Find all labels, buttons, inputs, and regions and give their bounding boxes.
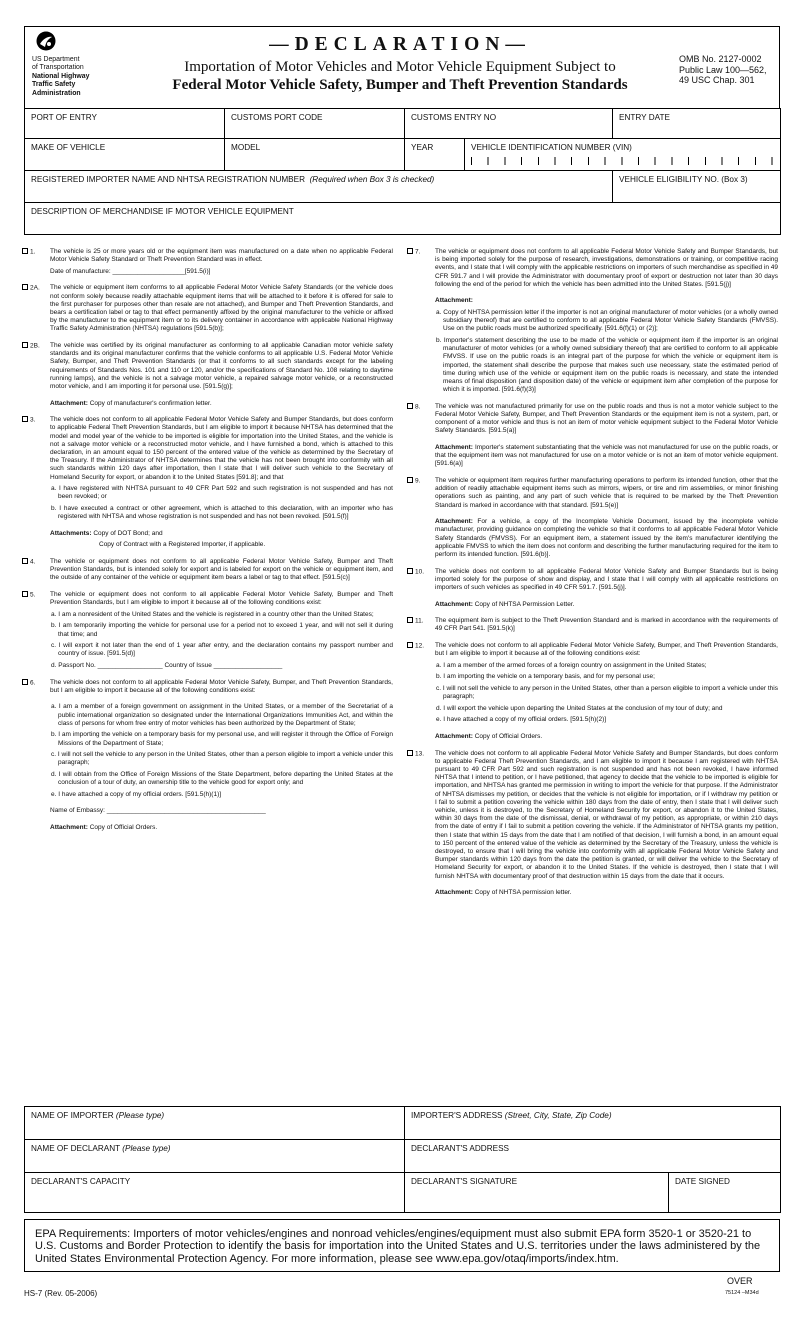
box-text: The vehicle does not conform to all applicable Federal Motor Vehicle Safety and Bumper Standards, but does conform to applicable Federal Theft Prevention Standards, and I am eligible to import it because I am registered with NHTSA pursuant to 49 CFR Part 592 and such registration is not suspended and has not been revoked, I have informed NHTSA that I intend to petition, or I have petitioned, that agency to decide that the vehicle to be imported is eligible for importation, and NHTSA has granted me permission in writing to import the vehicle for that purpose. If the Administrator of NHTSA dismisses my petition, or decides that the vehicle is not eligible for importation, or if I withdraw my petition or I fail to submit a petition covering the vehicle within 180 days from the date of entry, then I state that I will deliver such vehicle, unless it is destroyed, to the Secretary of Homeland Security for export, or abandon it to the United States, within 30 days from the date of the dismissal, denial, or withdrawal of my petition, as appropriate, or within 210 days from the date of entry if I fail to submit a petition covering the vehicle. If the Administrator of NHTSA grants my petition, then I state that within 15 days from the date that I am notified of that decision, I will furnish a bond, in an amount equal to 150 percent of the entered value of the vehicle as determined by the Secretary of the Treasury, unless the vehicle is destroyed, to ensure that I will bring the vehicle into conformity with all applicable Federal Motor Vehicle Safety and Bumper standards within 120 days from the date the petition is granted, or will deliver the vehicle to the Secretary of Homeland Security for export, or abandon it to the United States. If the vehicle is destroyed, then I state that I will furnish NHTSA with documentary proof of that destruction within 15 days from the date that it occurs. (435, 749, 778, 880)
form-code: 75124 –M34d (725, 1290, 759, 1296)
box-text: The vehicle or equipment item conforms to all applicable Federal Motor Vehicle Safety Standards (or the vehicle does not conform solely because readily attachable equipment items that will be attached to it before it is offered for sale to the first purchaser for purposes other than resale are not attached), and Bumper and Theft Prevention Standards, and bears a certification label or tag to that effect permanently affixed by the original manufacturer to the vehicle or affixed by the manufacturer to the equipment item or to its delivery container in accordance with applicable National Highway Traffic Safety Administration (NHTSA) regulations [591.5(b)]; (50, 284, 393, 333)
box-number: 3. (30, 416, 36, 424)
vin-character-boxes (471, 157, 774, 165)
box-6-checkbox[interactable] (22, 679, 28, 685)
field-note: (Please type) (122, 1144, 171, 1153)
vin-field[interactable] (465, 139, 781, 171)
box-7-attachment-b: b. Importer's statement describing the use to be made of the vehicle or equipment item if the importer is an original manufacturer of motor vehicles (or a wholly owned subsidiary thereof) that are certified to conform to all applicable FMVSS. If use on the public roads is an integral part of the purpose for which the vehicle or equipment item is imported, the statement shall describe the purpose that makes such use necessary, state the estimated period of time during which use of the vehicle or equipment item on the public roads is necessary, and state the intended means of final disposition (and disposition date) of the vehicle or equipment item after completion of the purpose for which it is imported. [591.6(f)(3)] (436, 337, 778, 394)
box-7-attachment-a: a. Copy of NHTSA permission letter if the importer is not an original manufacturer of motor vehicles (or a wholly owned subsidiary thereof) that are certified to conform to all applicable Federal Motor Vehicle Safety Standards (FMVSS). Use on the public roads must be authorized specifically. [591.6(f)(1) or (2)]; (436, 309, 778, 333)
field-label: VEHICLE ELIGIBILITY NO. (Box 3) (619, 175, 748, 184)
box-8 (407, 403, 778, 436)
box-number: 8. (415, 403, 421, 411)
merchandise-description-field[interactable] (25, 203, 781, 235)
attachment-label: Attachment: (435, 732, 473, 740)
box-8-checkbox[interactable] (407, 403, 413, 409)
box-4-checkbox[interactable] (22, 558, 28, 564)
attachment-text: For a vehicle, a copy of the Incomplete Vehicle Document, issued by the incomplete vehicle manufacturer, providing guidance on completing the vehicle so that it conforms to all applicable Federal Motor Vehicle Safety Standards (FMVSS). For an equipment item, a statement issued by the item's manufacturer identifying the applicable FMVSS to which the item does not conform and describing the further manufacturing required for the item to perform its intended function. [591.6(b)]. (435, 518, 779, 559)
attachment-label: Attachments: (50, 529, 92, 537)
box-text: The vehicle does not conform to all applicable Federal Motor Vehicle Safety, Bumper, and Theft Prevention Standards, but I am eligible to import it because all of the following conditions exist: (50, 678, 393, 694)
attachment-text: Copy of Contract with a Registered Importer, if applicable. (99, 541, 266, 549)
left-column (22, 248, 393, 836)
attachment-label: Attachment: (435, 889, 473, 897)
box-3-checkbox[interactable] (22, 416, 28, 422)
box-6-condition-e: e. I have attached a copy of my official orders. [591.5(h)(1)] (51, 790, 222, 798)
box-text: The vehicle or equipment does not conform to all applicable Federal Motor Vehicle Safety, Bumper and Theft Prevention Standards, but I am eligible to import it because all of the following conditions exist: (50, 591, 393, 607)
box-10 (407, 568, 778, 593)
field-note: (Street, City, State, Zip Code) (504, 1111, 612, 1120)
field-label: DESCRIPTION OF MERCHANDISE IF MOTOR VEHICLE EQUIPMENT (31, 207, 294, 216)
attachment-label: Attachment: (435, 518, 473, 526)
box-text: The vehicle or equipment does not conform to all applicable Federal Motor Vehicle Safety and Bumper Standards, but is being imported solely for the purpose of research, investigations, demonstrations or training, or competitive racing events, and I state that I will comply with the applicable restrictions on importers of such merchandise as specified in 49 CFR 591.7 and I will provide the Administrator with documentary proof of export or destruction not later than 30 days following the end of the period for which the vehicle has been admitted into the United States. [591.5(j)] (435, 248, 778, 288)
box-4 (22, 558, 393, 583)
attachment-text: Copy of DOT Bond; and (93, 529, 163, 537)
box-2b (22, 342, 393, 391)
form-title: —DECLARATION— (269, 34, 531, 55)
box-number: 2A. (30, 284, 40, 292)
attachment-label: Attachment: (435, 600, 473, 608)
box-12 (407, 642, 778, 658)
usc-chapter: 49 USC Chap. 301 (679, 75, 755, 85)
box-number: 10. (415, 568, 425, 576)
agency-line: Traffic Safety (32, 81, 76, 89)
field-label: MAKE OF VEHICLE (31, 143, 106, 152)
box-number: 13. (415, 750, 425, 758)
box-13-checkbox[interactable] (407, 750, 413, 756)
box-7 (407, 248, 778, 289)
box-12-condition-e: e. I have attached a copy of my official orders. [591.5(h)(2)] (436, 716, 607, 724)
right-column (407, 248, 778, 901)
box-text: The vehicle does not conform to all applicable Federal Motor Vehicle Safety and Bumper Standards but is being imported solely for the purpose of show and display, and I state that I will comply with all applicable restrictions on importers of such vehicles as specified in 49 CFR 591.7. [591.5(j)]. (435, 567, 778, 592)
box-text: The vehicle is 25 or more years old or the equipment item was manufactured on a date when no applicable Federal Motor Vehicle Safety Standard or Theft Prevention Standard was in effect. (50, 248, 393, 264)
box-5-condition-a: a. I am a nonresident of the United States and the vehicle is registered in a country other than the United States; (51, 610, 374, 618)
box-6 (22, 679, 393, 695)
field-label: VEHICLE IDENTIFICATION NUMBER (VIN) (471, 143, 632, 152)
field-label: MODEL (231, 143, 261, 152)
field-label: DATE SIGNED (675, 1177, 730, 1186)
field-label: DECLARANT'S CAPACITY (31, 1177, 131, 1186)
box-number: 4. (30, 558, 36, 566)
box-3-condition-a: a. I have registered with NHTSA pursuant to 49 CFR Part 592 and such registration is not suspended and has not been revoked; or (51, 485, 393, 501)
box-number: 12. (415, 642, 425, 650)
public-law: Public Law 100—562, (679, 64, 767, 75)
agency-line: Administration (32, 89, 81, 97)
form-identifier: HS-7 (Rev. 05-2006) (24, 1289, 98, 1298)
box-9 (407, 477, 778, 510)
box-11 (407, 617, 778, 633)
agency-line: of Transportation (32, 64, 84, 72)
importer-name-field[interactable] (25, 1107, 405, 1140)
box-6-condition-b: b. I am importing the vehicle on a temporary basis for my personal use, and will register it through the Office of Foreign Missions of the Department of State; (51, 731, 393, 747)
field-label: PORT OF ENTRY (31, 113, 97, 122)
attachment-label: Attachment: (435, 297, 473, 305)
field-label: REGISTERED IMPORTER NAME AND NHTSA REGISTRATION NUMBER (31, 175, 306, 184)
attachment-label: Attachment: (435, 444, 473, 452)
omb-number: OMB No. 2127-0002 (679, 54, 762, 64)
box-12-condition-d: d. I will export the vehicle upon departing the United States at the conclusion of my tour of duty; and (436, 704, 723, 712)
date-signed-field[interactable] (669, 1173, 781, 1213)
model-field[interactable] (225, 139, 405, 171)
box-number: 7. (415, 248, 421, 256)
attachment-text: Copy of Official Orders. (89, 823, 158, 831)
box-text: The vehicle does not conform to all applicable Federal Motor Vehicle Safety and Bumper Standards, but does conform to applicable Federal Theft Prevention Standards, but I am eligible to import it because NHTSA has determined that the model and model year of the vehicle to be imported is eligible for importation into the United States, and the vehicle is not a salvage motor vehicle or a reconstructed motor vehicle, and I have furnished a bond, which is attached to this declaration, in an amount equal to 150 percent of the entered value of the vehicle as determined by the Secretary of the Treasury. If the Administrator of NHTSA determines that the vehicle has not been brought into conformity with all such standards within 120 days after importation, then I state that I will deliver such vehicle to the Secretary of Homeland Security for export, or abandon it to the United States [591.8]; and that (50, 416, 393, 481)
over-label: OVER (727, 1276, 753, 1286)
box-12-checkbox[interactable] (407, 642, 413, 648)
box-number: 6. (30, 679, 36, 687)
attachment-text: Copy of manufacturer's confirmation letter. (89, 399, 212, 407)
box-3-condition-b: b. I have executed a contract or other agreement, which is attached to this declaration, with an importer who has registered with NHTSA and whose registration is not suspended and has not been revoked. [591.5(f)] (51, 505, 393, 521)
box-6-condition-d: d. I will obtain from the Office of Foreign Missions of the State Department, before departing the United States at the conclusion of a tour of duty, an ownership title to the vehicle good for export only; and (51, 770, 393, 787)
registered-importer-field[interactable] (25, 171, 613, 203)
box-text: The vehicle was certified by its original manufacturer as conforming to all applicable Canadian motor vehicle safety standards and its original manufacturer confirms that the vehicle conforms to all applicable U.S. Federal Motor Vehicle Safety, Bumper, and Theft Prevention Standards (or that it conforms to all such standards except for the labeling requirements of Standards Nos. 101 and 110 or 120, and/or the specifications of Standard No. 108 relating to daytime running lamps), and the vehicle is not a salvage motor vehicle, a repaired salvage motor vehicle, or a reconstructed motor vehicle, and I am importing it for personal use. [591.5(g)]; (50, 342, 393, 391)
make-field[interactable] (25, 139, 225, 171)
field-label: DECLARANT'S SIGNATURE (411, 1177, 518, 1186)
form-subtitle-bold: Federal Motor Vehicle Safety, Bumper and Theft Prevention Standards (172, 77, 628, 93)
embassy-name-field[interactable]: Name of Embassy: ____________________________________________ (50, 807, 266, 815)
box-5-checkbox[interactable] (22, 591, 28, 597)
field-label: CUSTOMS PORT CODE (231, 113, 323, 122)
field-label: IMPORTER'S ADDRESS (411, 1111, 503, 1120)
box-3 (22, 416, 393, 482)
declarant-name-field[interactable] (25, 1140, 405, 1173)
box-1 (22, 248, 393, 264)
year-field[interactable] (405, 139, 465, 171)
entry-fields-table (24, 108, 781, 235)
box-12-condition-b: b. I am importing the vehicle on a temporary basis, and for my personal use; (436, 673, 655, 681)
customs-entry-no-field[interactable] (405, 109, 613, 139)
box-1-checkbox[interactable] (22, 248, 28, 254)
box-6-condition-a: a. I am a member of a foreign government on assignment in the United States, or a member of the Secretariat of a public international organization so designated under the International Organizations Immunities Act, and within the class of persons for whom free entry of motor vehicles has been authorized by the Department of State; (51, 703, 393, 727)
box-text: The vehicle was not manufactured primarily for use on the public roads and thus is not a motor vehicle subject to the Federal Motor Vehicle Safety, Bumper, and Theft Prevention Standards or the equipment item is not a system, part, or component of a motor vehicle and thus is not an item of motor vehicle equipment subject to the Federal Motor Vehicle Safety Standards. [591.5(a)] (435, 402, 778, 435)
eligibility-no-field[interactable] (613, 171, 781, 203)
declarant-address-field[interactable] (405, 1140, 781, 1173)
omb-info (679, 54, 767, 86)
box-5-condition-b: b. I am temporarily importing the vehicle for personal use for a period not to exceed 1 year, and will not sell it during that time; and (51, 622, 393, 638)
entry-date-field[interactable] (613, 109, 781, 139)
box-2a (22, 284, 393, 333)
date-of-manufacture[interactable]: Date of manufacture: ____________________[591.5(i)] (50, 267, 211, 275)
field-label: NAME OF IMPORTER (31, 1111, 114, 1120)
box-12-condition-c: c. I will not sell the vehicle to any person in the United States, other than a person eligible to import a vehicle under this paragraph; (436, 685, 778, 701)
agency-line: National Highway (32, 72, 90, 80)
attachment-text: Copy of Official Orders. (474, 732, 543, 740)
box-11-checkbox[interactable] (407, 617, 413, 623)
attachment-text: Copy of NHTSA permission letter. (474, 889, 572, 897)
box-text: The equipment item is subject to the Theft Prevention Standard and is marked in accordance with the requirements of 49 CFR Part 541. [591.5(k)] (435, 617, 778, 633)
passport-fields[interactable]: d. Passport No. __________________ Country of Issue ___________________ (51, 661, 283, 669)
box-12-condition-a: a. I am a member of the armed forces of a foreign country on assignment in the United States; (436, 661, 707, 669)
box-text: The vehicle or equipment item requires further manufacturing operations to perform its intended function, other that the addition of readily attachable equipment items such as mirrors, wipers, or tire and rim assemblies, or minor finishing operations such as painting, and any part of such vehicle that is required to be marked by the Theft Prevention Standard is marked in accordance with that standard. [591.5(e)] (435, 477, 778, 509)
field-label: YEAR (411, 143, 434, 152)
box-9-checkbox[interactable] (407, 477, 413, 483)
box-5-condition-c: c. I will export it not later than the end of 1 year after entry, and the declaration contains my passport number and country of issue. [591.5(d)] (51, 642, 393, 658)
attachment-text: Copy of NHTSA Permission Letter. (474, 600, 575, 608)
field-label: NAME OF DECLARANT (31, 1144, 121, 1153)
box-2b-checkbox[interactable] (22, 342, 28, 348)
field-note: (Required when Box 3 is checked) (309, 175, 435, 184)
form-subtitle: Importation of Motor Vehicles and Motor Vehicle Equipment Subject to (184, 59, 616, 75)
port-of-entry-field[interactable] (25, 109, 225, 139)
box-5 (22, 591, 393, 607)
declarant-fields-table (24, 1106, 781, 1213)
agency-line: US Department (32, 56, 80, 63)
box-number: 1. (30, 248, 36, 256)
field-label: DECLARANT'S ADDRESS (411, 1144, 510, 1153)
declarant-capacity-field[interactable] (25, 1173, 405, 1213)
attachment-text: Importer's statement substantiating that the vehicle was not manufactured for use on the public roads, or that the equipment item was not manufactured for use on a motor vehicle or is not an item of motor vehicle equipment. [591.6(a)] (435, 444, 778, 468)
box-number: 11. (415, 617, 424, 625)
box-number: 5. (30, 591, 36, 599)
field-label: ENTRY DATE (619, 113, 670, 122)
field-label: CUSTOMS ENTRY NO (411, 113, 497, 122)
box-text: The vehicle does not conform to all applicable Federal Motor Vehicle Safety, Bumper, and Theft Prevention Standards, but I am eligible to import it because all of the following conditions exist: (435, 642, 778, 658)
declarant-signature-field[interactable] (405, 1173, 669, 1213)
box-6-condition-c: c. I will not sell the vehicle to any person in the United States, other than a person eligible to import a vehicle under this paragraph; (51, 751, 393, 767)
attachment-label: Attachment: (50, 399, 88, 407)
box-2a-checkbox[interactable] (22, 284, 28, 290)
attachment-label: Attachment: (50, 823, 88, 831)
box-13 (407, 750, 778, 881)
box-10-checkbox[interactable] (407, 568, 413, 574)
field-note: (Please type) (115, 1111, 165, 1120)
importer-address-field[interactable] (405, 1107, 781, 1140)
box-text: The vehicle or equipment does not conform to all applicable Federal Motor Vehicle Safety, Bumper and Theft Prevention Standards, but is intended solely for export and is labeled for export on the vehicle or equipment item, and the outside of any container of the vehicle or equipment item bears a label or tag to that effect. [591.5(c)] (50, 558, 393, 582)
box-number: 2B. (30, 342, 40, 350)
epa-requirements-box: EPA Requirements: Importers of motor vehicles/engines and nonroad vehicles/engines/equipment must also submit EPA form 3520-1 or 3520-21 to U.S. Customs and Border Protection to identify the basis for importation into the United States and U.S. territories under the laws administered by the United States Environmental Protection Agency. For more information, please see www.epa.gov/otaq/imports/index.htm. (24, 1219, 780, 1272)
customs-port-code-field[interactable] (225, 109, 405, 139)
box-7-checkbox[interactable] (407, 248, 413, 254)
box-number: 9. (415, 477, 421, 485)
